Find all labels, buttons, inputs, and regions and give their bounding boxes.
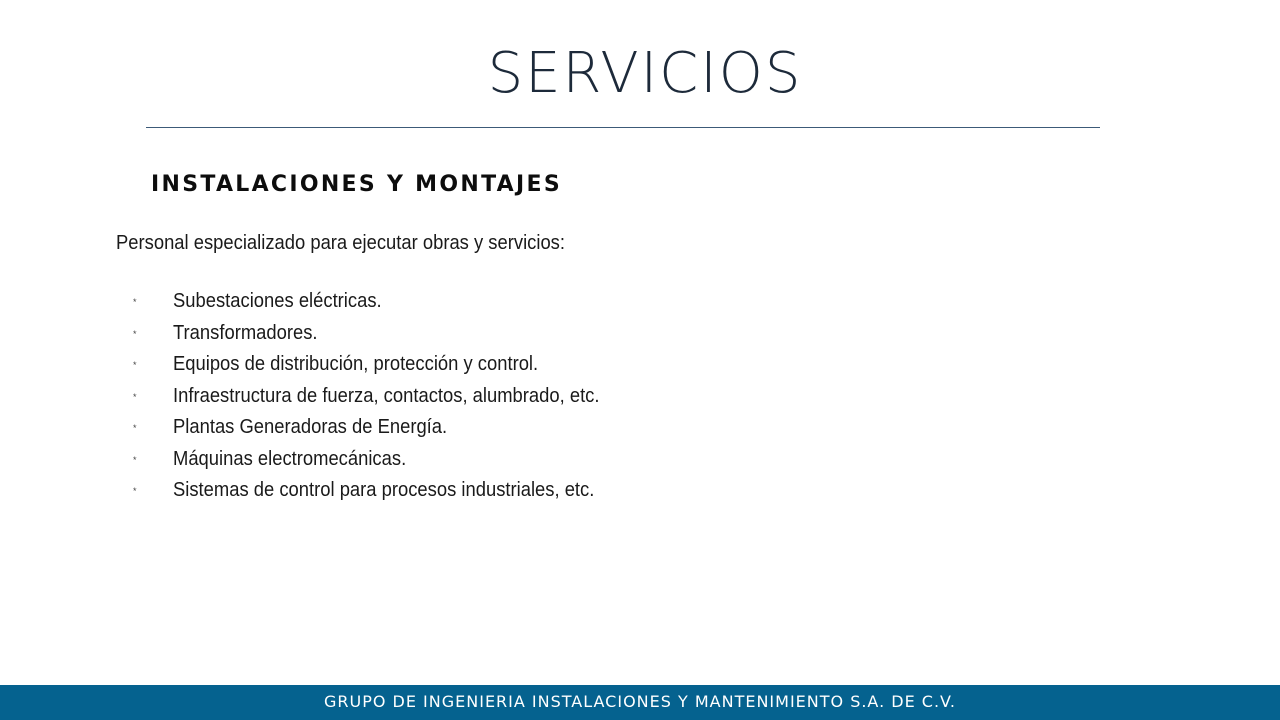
asterisk-bullet-icon: * [133, 486, 137, 496]
list-item [133, 476, 637, 508]
footer-bar [0, 685, 1280, 720]
intro-text: Personal especializado para ejecutar obras y servicios: [116, 232, 565, 254]
asterisk-bullet-icon: * [133, 360, 137, 370]
list-item-text: Plantas Generadoras de Energía. [173, 416, 448, 438]
list-item-text: Infraestructura de fuerza, contactos, alumbrado, etc. [173, 384, 600, 407]
list-item [133, 350, 637, 382]
list-item [133, 445, 637, 477]
list-item [133, 287, 637, 319]
list-item-text: Sistemas de control para procesos industriales, etc. [173, 479, 595, 501]
list-item [133, 319, 637, 351]
service-list [133, 287, 637, 508]
list-item [133, 382, 637, 414]
asterisk-bullet-icon: * [133, 328, 137, 339]
asterisk-bullet-icon: * [133, 391, 137, 402]
title-divider [146, 127, 1100, 128]
list-item-text: Transformadores. [173, 321, 318, 344]
asterisk-bullet-icon: * [133, 454, 137, 465]
list-item-text: Subestaciones eléctricas. [173, 290, 382, 312]
list-item-text: Máquinas electromecánicas. [173, 447, 407, 470]
list-item [133, 413, 637, 445]
asterisk-bullet-icon: * [133, 297, 137, 307]
slide-title: SERVICIOS [487, 41, 803, 106]
section-heading: INSTALACIONES Y MONTAJES [151, 172, 562, 197]
list-item-text: Equipos de distribución, protección y control. [173, 353, 539, 375]
asterisk-bullet-icon: * [133, 423, 137, 433]
footer-company-name: GRUPO DE INGENIERIA INSTALACIONES Y MANTENIMIENTO S.A. DE C.V. [323, 692, 957, 711]
